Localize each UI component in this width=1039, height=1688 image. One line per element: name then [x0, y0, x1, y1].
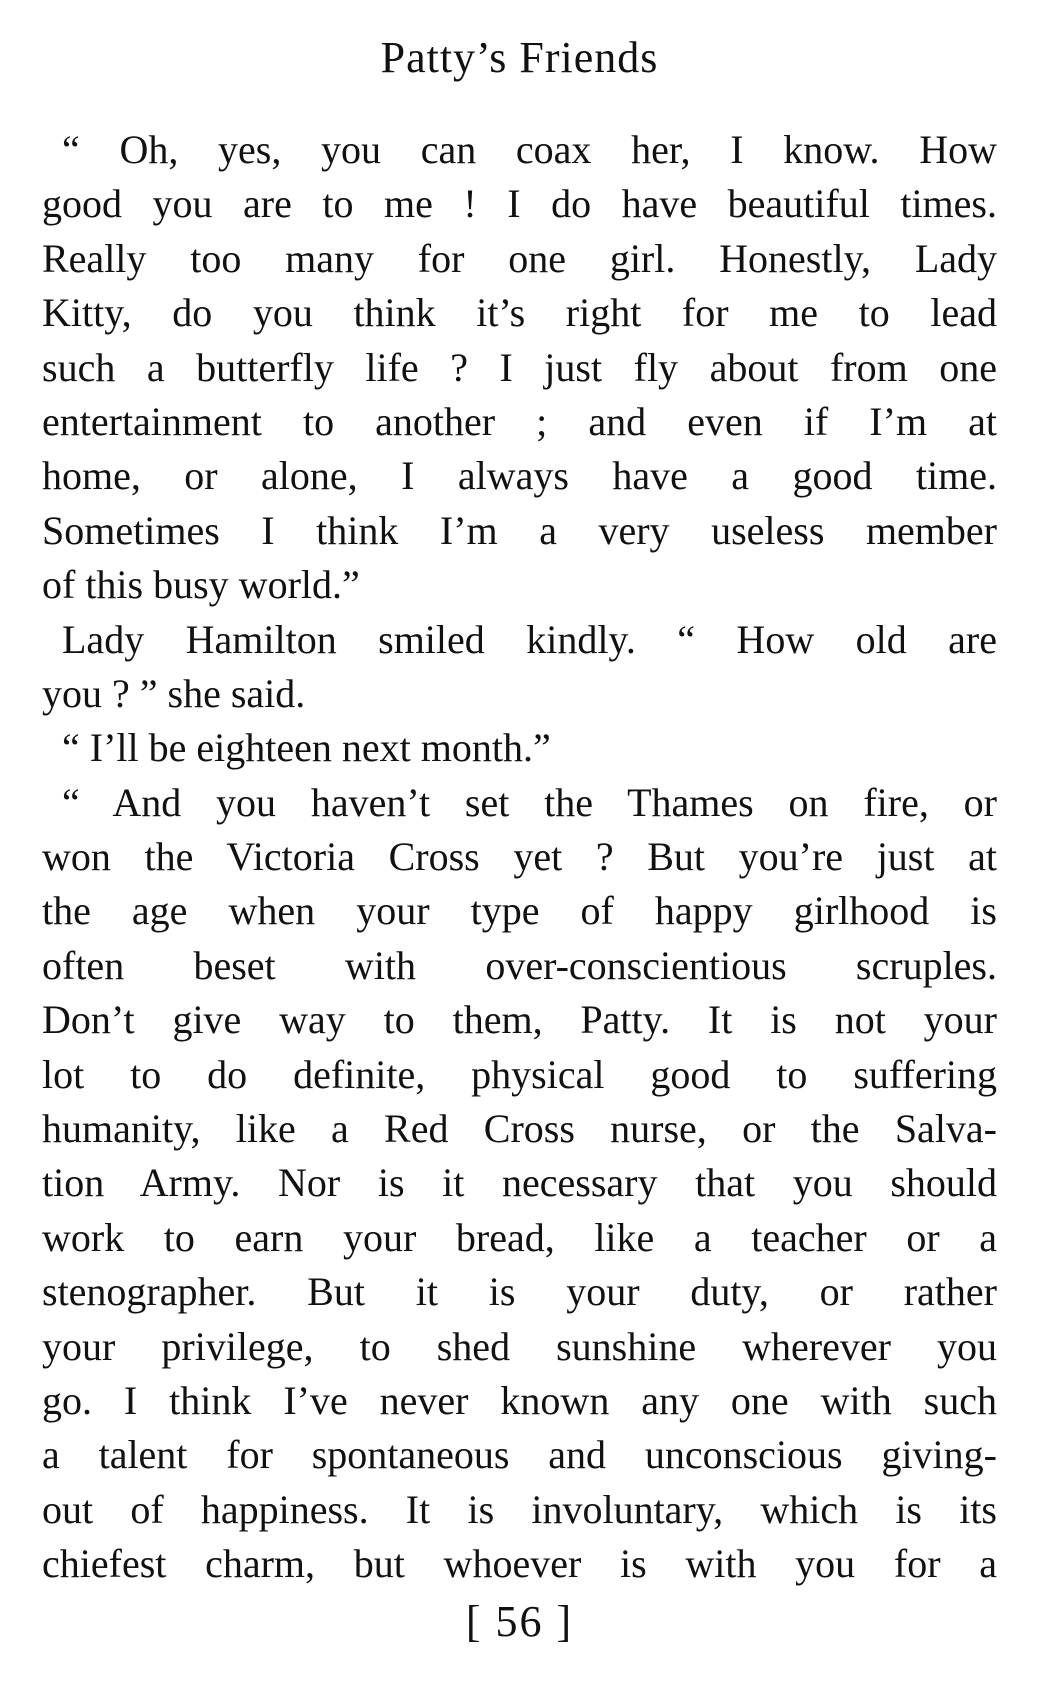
page-number: [ 56 ] — [465, 1597, 574, 1646]
text-line: your privilege, to shed sunshine wherever you — [42, 1323, 997, 1369]
text-line: a talent for spontaneous and unconscious giving- — [42, 1432, 997, 1478]
text-line: tion Army. Nor is it necessary that you should — [42, 1160, 997, 1206]
text-line: Really too many for one girl. Honestly, Lady — [42, 235, 997, 281]
text-line: lot to do definite, physical good to suffering — [42, 1051, 997, 1097]
text-line: Kitty, do you think it’s right for me to lead — [42, 290, 997, 336]
text-line: “ I’ll be eighteen next month.” — [62, 725, 551, 771]
text-line: entertainment to another ; and even if I’m at — [42, 398, 997, 444]
text-line: good you are to me ! I do have beautiful times. — [42, 181, 997, 227]
text-line: go. I think I’ve never known any one with such — [42, 1377, 997, 1423]
text-line: the age when your type of happy girlhood is — [42, 888, 997, 934]
text-line: “ Oh, yes, you can coax her, I know. How — [62, 127, 997, 172]
body-text — [42, 123, 997, 1592]
text-line: work to earn your bread, like a teacher or a — [42, 1214, 997, 1260]
text-line: won the Victoria Cross yet ? But you’re just at — [42, 834, 997, 880]
text-line: “ And you haven’t set the Thames on fire, or — [62, 779, 997, 825]
text-line: Don’t give way to them, Patty. It is not your — [42, 997, 997, 1043]
text-line: humanity, like a Red Cross nurse, or the Salva- — [42, 1106, 997, 1152]
text-line: often beset with over-conscientious scruples. — [42, 942, 997, 988]
text-line: chiefest charm, but whoever is with you for a — [42, 1541, 997, 1587]
text-line: home, or alone, I always have a good time. — [42, 453, 997, 499]
text-line: of this busy world.” — [42, 562, 360, 608]
text-line: Lady Hamilton smiled kindly. “ How old are — [62, 616, 997, 662]
running-head: Patty’s Friends — [380, 33, 659, 82]
text-line: such a butterfly life ? I just fly about from one — [42, 344, 997, 390]
text-line: stenographer. But it is your duty, or rather — [42, 1269, 997, 1315]
text-line: out of happiness. It is involuntary, which is its — [42, 1486, 997, 1532]
text-line: Sometimes I think I’m a very useless member — [42, 507, 997, 553]
text-line: you ? ” she said. — [42, 670, 306, 716]
